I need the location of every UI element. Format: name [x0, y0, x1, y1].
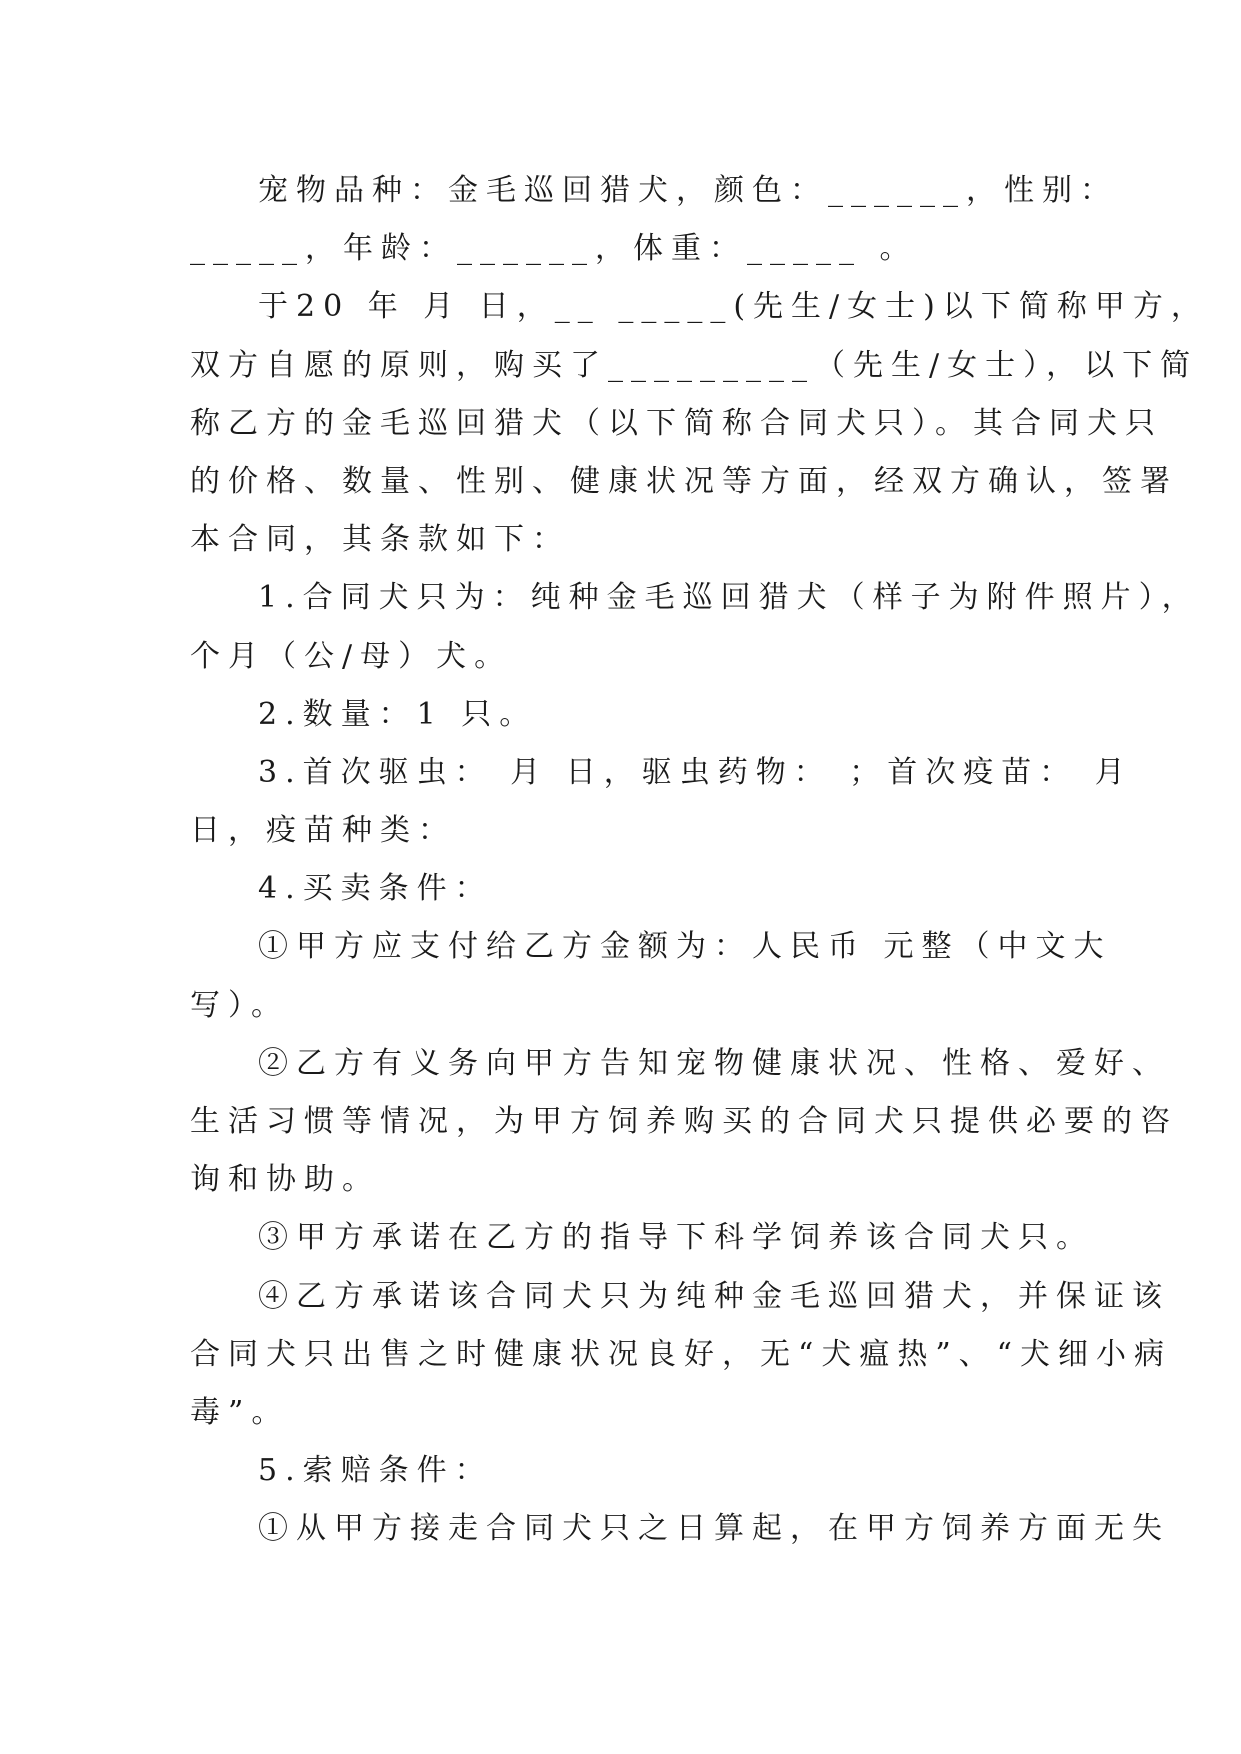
text-line [190, 1500, 1170, 1558]
text-line [190, 1093, 1178, 1151]
text-line [190, 395, 1163, 453]
line-text: _____，年龄：______，体重：_____ 。 [190, 231, 918, 267]
text-line [190, 162, 1118, 220]
line-text: 日，疫苗种类： [190, 813, 456, 849]
line-text: ④乙方承诺该合同犬只为纯种金毛巡回猎犬，并保证该 [258, 1278, 1170, 1314]
text-line [190, 802, 1070, 860]
text-line [190, 511, 1070, 569]
text-line [190, 860, 1070, 918]
text-line [190, 628, 1070, 686]
line-text: 2.数量：1 只。 [258, 696, 538, 732]
line-text: ①从甲方接走合同犬只之日算起，在甲方饲养方面无失 [258, 1511, 1170, 1547]
text-line [190, 1035, 1170, 1093]
line-text: 称乙方的金毛巡回猎犬（以下简称合同犬只）。其合同犬只 [190, 405, 1163, 441]
text-line [190, 1268, 1170, 1326]
line-text: 合同犬只出售之时健康状况良好，无“犬瘟热”、“犬细小病 [190, 1336, 1173, 1372]
text-line [190, 1209, 1094, 1267]
text-line [190, 686, 1070, 744]
line-text: 4.买卖条件： [258, 871, 493, 907]
text-line [190, 1151, 1070, 1209]
text-line [190, 918, 1112, 976]
text-line [190, 453, 1178, 511]
text-line [190, 744, 1133, 802]
line-text: 5.索赔条件： [258, 1453, 493, 1489]
line-text: 于20 年 月 日，__ _____(先生/女士)以下简称甲方， [258, 289, 1209, 325]
contract-page [190, 162, 1209, 1559]
line-text: 1.合同犬只为：纯种金毛巡回猎犬（样子为附件照片）， [258, 580, 1200, 616]
line-text: 毒”。 [190, 1394, 290, 1430]
text-line [190, 220, 1070, 278]
line-text: 3.首次驱虫： 月 日，驱虫药物： ；首次疫苗： 月 [258, 754, 1133, 790]
text-line [190, 278, 1209, 336]
line-text: 询和协助。 [190, 1162, 380, 1198]
text-line [190, 1384, 1070, 1442]
text-line [190, 337, 1199, 395]
text-line [190, 569, 1200, 627]
line-text: 本合同，其条款如下： [190, 522, 570, 558]
line-text: ①甲方应支付给乙方金额为：人民币 元整（中文大 [258, 929, 1112, 965]
text-line [190, 1442, 1070, 1500]
line-text: 写）。 [190, 987, 289, 1023]
line-text: 生活习惯等情况，为甲方饲养购买的合同犬只提供必要的咨 [190, 1104, 1178, 1139]
line-text: 宠物品种：金毛巡回猎犬，颜色：______，性别： [258, 173, 1118, 208]
text-line [190, 1326, 1173, 1384]
line-text: 的价格、数量、性别、健康状况等方面，经双方确认，签署 [190, 463, 1178, 499]
line-text: ②乙方有义务向甲方告知宠物健康状况、性格、爱好、 [258, 1045, 1170, 1081]
line-text: 个月（公/母）犬。 [190, 638, 513, 674]
line-text: 双方自愿的原则，购买了_________（先生/女士），以下简 [190, 347, 1199, 383]
line-text: ③甲方承诺在乙方的指导下科学饲养该合同犬只。 [258, 1220, 1094, 1256]
text-line [190, 977, 1070, 1035]
